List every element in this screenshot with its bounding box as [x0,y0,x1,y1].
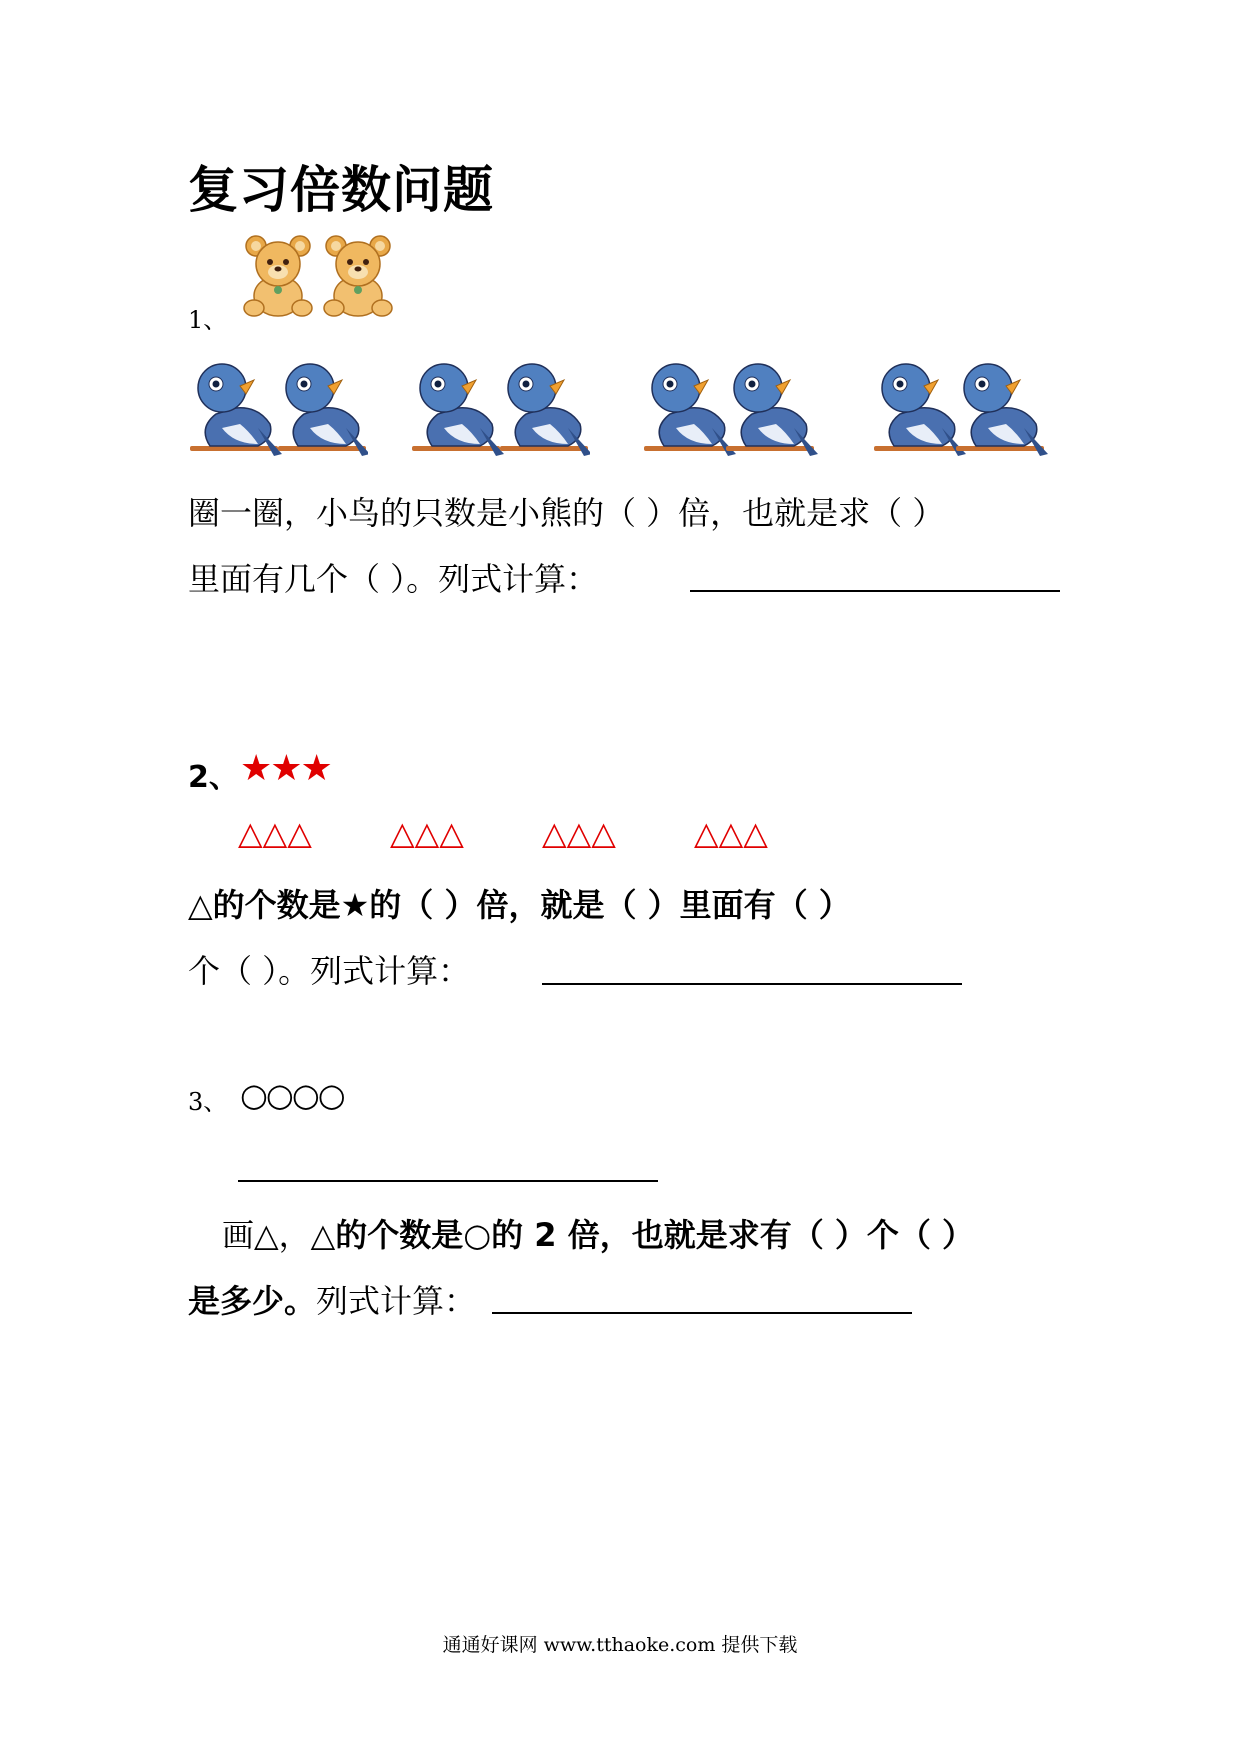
q3-line1-question: △的个数是○的 2 倍，也就是求有（ ）个（ ） [310,1216,974,1254]
bird-pair-icon [642,358,822,462]
q1-bird-group [410,358,590,462]
q3-line1-draw: 画△， [222,1216,311,1254]
q2-answer-line[interactable] [542,983,962,985]
bird-pair-icon [410,358,590,462]
q1-bird-group [872,358,1052,462]
footer: 通通好课网 www.tthaoke.com 提供下载 [442,1634,798,1656]
q2-line2: 个（ ）。列式计算： [188,952,471,990]
q1-bears [240,232,396,318]
q3-line2-lead: 是多少。 [188,1282,317,1320]
q2-line1: △的个数是★的（ ）倍，就是（ ）里面有（ ） [188,886,851,924]
q2-triangle-group: △△△ [390,814,464,852]
q1-answer-line[interactable] [690,590,1060,592]
q2-triangle-group: △△△ [694,814,768,852]
q3-line2 [188,1276,476,1322]
q3-drawing-line[interactable] [238,1180,658,1182]
q3-number: 3、 [188,1088,228,1116]
q3-line1 [222,1210,974,1256]
bird-pair-icon [188,358,368,462]
q2-stars: ★★★ [240,748,331,789]
q2-triangle-group: △△△ [238,814,312,852]
bird-pair-icon [872,358,1052,462]
q2-number: 2、 [188,760,239,795]
q1-bird-group [188,358,368,462]
q2-triangle-group: △△△ [542,814,616,852]
teddy-bear-icon [320,232,396,318]
q1-line1: 圈一圈，小鸟的只数是小熊的（ ）倍，也就是求（ ） [188,494,945,532]
q1-line2: 里面有几个（ ）。列式计算： [188,560,599,598]
q1-bird-group [642,358,822,462]
q3-line2-calc: 列式计算： [316,1282,477,1320]
q3-circles: ○○○○ [240,1076,344,1114]
teddy-bear-icon [240,232,316,318]
q1-number: 1、 [188,306,228,334]
q3-answer-line[interactable] [492,1312,912,1314]
page-title: 复习倍数问题 [188,161,494,219]
